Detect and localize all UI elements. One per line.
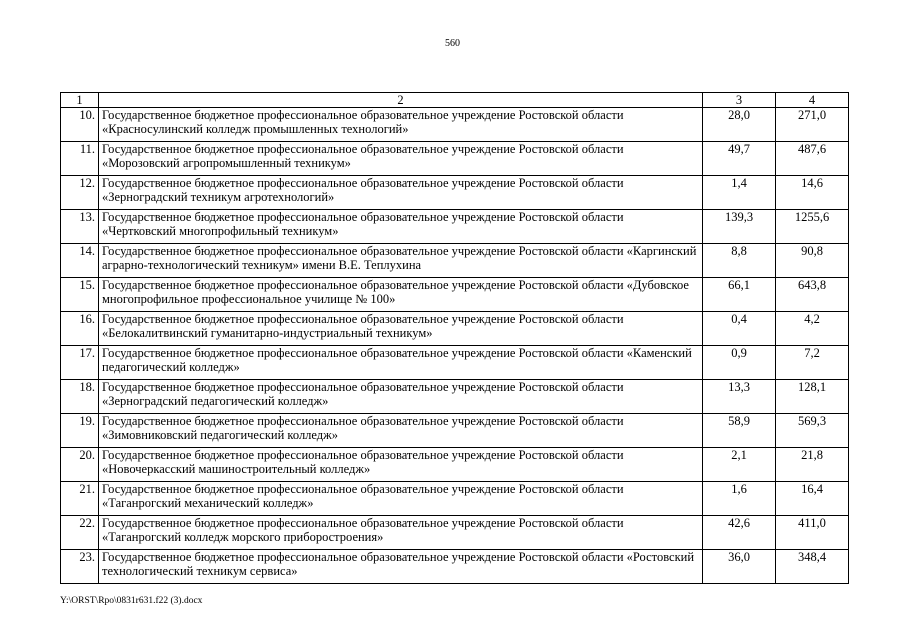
institution-name-cell: Государственное бюджетное профессиональное образовательное учреждение Ростовской области «Таганрогский колледж морского приборостроения» xyxy=(99,516,703,550)
value-cell-col3: 66,1 xyxy=(703,278,776,312)
value-cell-col3: 2,1 xyxy=(703,448,776,482)
row-number-cell: 16. xyxy=(61,312,99,346)
row-number-cell: 11. xyxy=(61,142,99,176)
row-number-cell: 17. xyxy=(61,346,99,380)
row-number-cell: 18. xyxy=(61,380,99,414)
table-row xyxy=(61,312,849,346)
value-cell-col4: 16,4 xyxy=(776,482,849,516)
table-row xyxy=(61,448,849,482)
value-cell-col3: 49,7 xyxy=(703,142,776,176)
table-row xyxy=(61,142,849,176)
value-cell-col3: 36,0 xyxy=(703,550,776,584)
institution-name-cell: Государственное бюджетное профессиональное образовательное учреждение Ростовской области «Зимовниковский педагогический колледж» xyxy=(99,414,703,448)
table-row xyxy=(61,380,849,414)
value-cell-col3: 8,8 xyxy=(703,244,776,278)
table-row xyxy=(61,482,849,516)
row-number-cell: 14. xyxy=(61,244,99,278)
institution-name-cell: Государственное бюджетное профессиональное образовательное учреждение Ростовской области «Чертковский многопрофильный техникум» xyxy=(99,210,703,244)
institution-name-cell: Государственное бюджетное профессиональное образовательное учреждение Ростовской области «Морозовский агропромышленный техникум» xyxy=(99,142,703,176)
table-row xyxy=(61,278,849,312)
value-cell-col3: 0,4 xyxy=(703,312,776,346)
column-header: 2 xyxy=(99,93,703,108)
institution-name-cell: Государственное бюджетное профессиональное образовательное учреждение Ростовской области «Каргинский аграрно-технологический техникум» имени В.Е. Теплухина xyxy=(99,244,703,278)
table-row xyxy=(61,550,849,584)
row-number-cell: 22. xyxy=(61,516,99,550)
column-header: 4 xyxy=(776,93,849,108)
institution-name-cell: Государственное бюджетное профессиональное образовательное учреждение Ростовской области «Красносулинский колледж промышленных технологий» xyxy=(99,108,703,142)
value-cell-col3: 58,9 xyxy=(703,414,776,448)
row-number-cell: 21. xyxy=(61,482,99,516)
table-row xyxy=(61,516,849,550)
institution-name-cell: Государственное бюджетное профессиональное образовательное учреждение Ростовской области «Белокалитвинский гуманитарно-индустриальный техникум» xyxy=(99,312,703,346)
table-row xyxy=(61,210,849,244)
row-number-cell: 19. xyxy=(61,414,99,448)
table-body xyxy=(61,108,849,584)
value-cell-col4: 411,0 xyxy=(776,516,849,550)
value-cell-col4: 7,2 xyxy=(776,346,849,380)
value-cell-col4: 271,0 xyxy=(776,108,849,142)
row-number-cell: 10. xyxy=(61,108,99,142)
row-number-cell: 12. xyxy=(61,176,99,210)
row-number-cell: 15. xyxy=(61,278,99,312)
value-cell-col3: 0,9 xyxy=(703,346,776,380)
value-cell-col4: 1255,6 xyxy=(776,210,849,244)
value-cell-col3: 42,6 xyxy=(703,516,776,550)
value-cell-col4: 128,1 xyxy=(776,380,849,414)
institution-name-cell: Государственное бюджетное профессиональное образовательное учреждение Ростовской области «Зерноградский техникум агротехнологий» xyxy=(99,176,703,210)
value-cell-col3: 28,0 xyxy=(703,108,776,142)
institution-name-cell: Государственное бюджетное профессиональное образовательное учреждение Ростовской области «Новочеркасский машиностроительный колледж» xyxy=(99,448,703,482)
value-cell-col4: 14,6 xyxy=(776,176,849,210)
file-path-footer: Y:\ORST\Rpo\0831r631.f22 (3).docx xyxy=(60,596,203,606)
value-cell-col4: 348,4 xyxy=(776,550,849,584)
institution-name-cell: Государственное бюджетное профессиональное образовательное учреждение Ростовской области «Таганрогский механический колледж» xyxy=(99,482,703,516)
page-number: 560 xyxy=(445,38,460,49)
institution-name-cell: Государственное бюджетное профессиональное образовательное учреждение Ростовской области «Ростовский технологический техникум сервиса» xyxy=(99,550,703,584)
value-cell-col4: 643,8 xyxy=(776,278,849,312)
table-row xyxy=(61,346,849,380)
row-number-cell: 20. xyxy=(61,448,99,482)
value-cell-col4: 4,2 xyxy=(776,312,849,346)
data-table xyxy=(60,92,849,584)
value-cell-col3: 139,3 xyxy=(703,210,776,244)
table-row xyxy=(61,414,849,448)
value-cell-col3: 1,4 xyxy=(703,176,776,210)
table-row xyxy=(61,176,849,210)
value-cell-col4: 569,3 xyxy=(776,414,849,448)
institution-name-cell: Государственное бюджетное профессиональное образовательное учреждение Ростовской области «Дубовское многопрофильное профессиональное училище № 100» xyxy=(99,278,703,312)
institution-name-cell: Государственное бюджетное профессиональное образовательное учреждение Ростовской области «Зерноградский педагогический колледж» xyxy=(99,380,703,414)
value-cell-col3: 13,3 xyxy=(703,380,776,414)
institution-name-cell: Государственное бюджетное профессиональное образовательное учреждение Ростовской области «Каменский педагогический колледж» xyxy=(99,346,703,380)
value-cell-col3: 1,6 xyxy=(703,482,776,516)
table-header-row xyxy=(61,93,849,108)
row-number-cell: 13. xyxy=(61,210,99,244)
value-cell-col4: 21,8 xyxy=(776,448,849,482)
column-header: 1 xyxy=(61,93,99,108)
row-number-cell: 23. xyxy=(61,550,99,584)
table-row xyxy=(61,108,849,142)
value-cell-col4: 90,8 xyxy=(776,244,849,278)
value-cell-col4: 487,6 xyxy=(776,142,849,176)
column-header: 3 xyxy=(703,93,776,108)
table-row xyxy=(61,244,849,278)
